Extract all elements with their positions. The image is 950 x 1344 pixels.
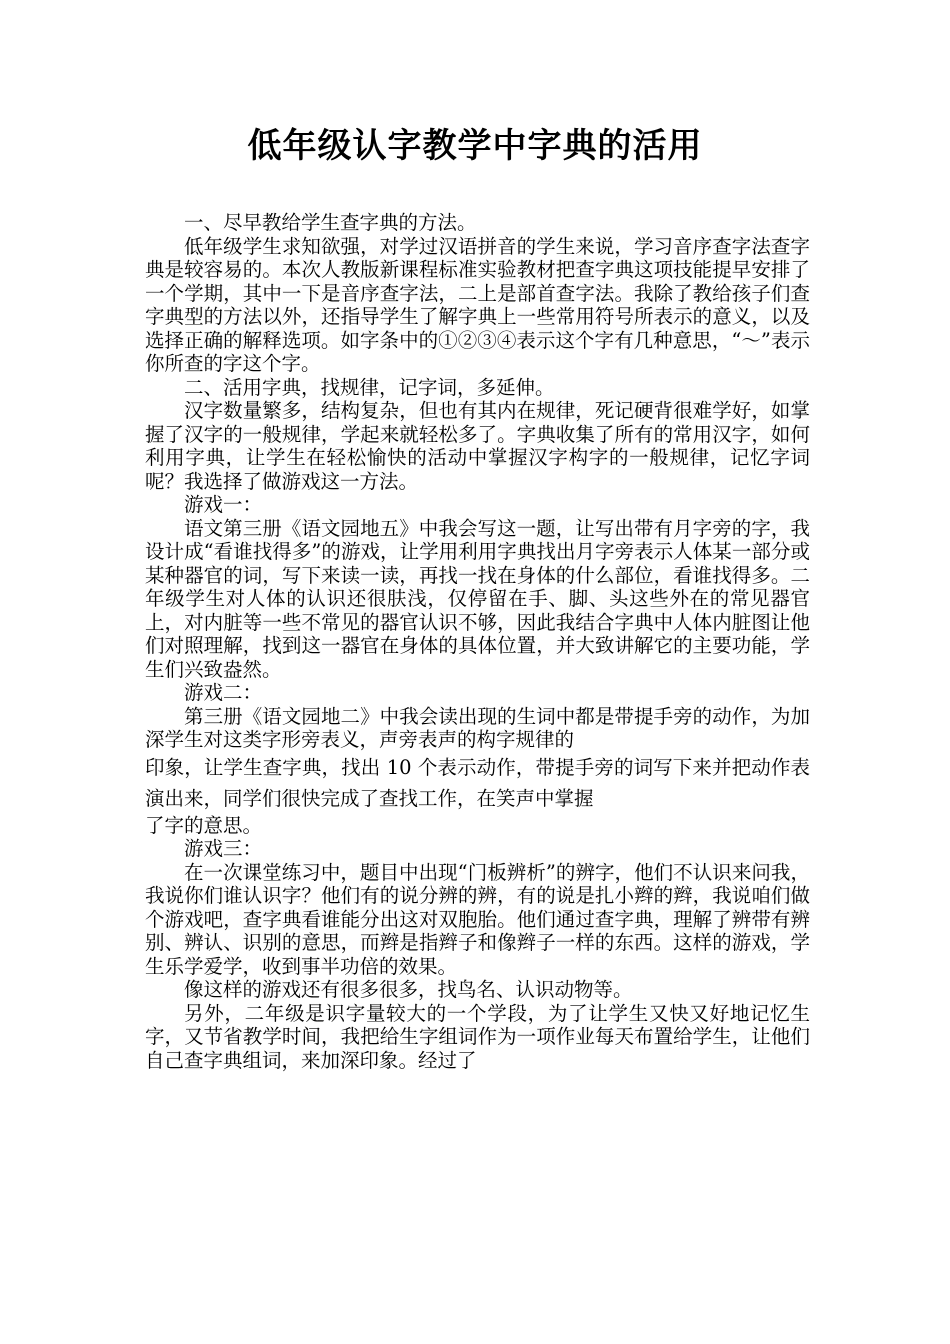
document-body xyxy=(145,211,810,1072)
game-heading-3: 游戏三： xyxy=(184,837,263,860)
document-title: 低年级认字教学中字典的活用 xyxy=(247,126,703,166)
paragraph: 在一次课堂练习中，题目中出现“门板辨析”的辨字，他们不认识来问我，我说你们谁认识字？他们有的说分辨的辨，有的说是扎小辫的辫，我说咱们做个游戏吧，查字典看谁能分出这对双胞胎。他们通过查字典，理解了辨带有辨别、辨认、识别的意思，而辫是指辫子和像辫子一样的东西。这样的游戏，学生乐学爱学，收到事半功倍的效果。 xyxy=(145,860,810,978)
paragraph: 语文第三册《语文园地五》中我会写这一题，让写出带有月字旁的字，我设计成“看谁找得多”的游戏，让学用利用字典找出月字旁表示人体某一部分或某种器官的词，写下来读一读，再找一找在身体的什么部位，看谁找得多。二年级学生对人体的认识还很肤浅，仅停留在手、脚、头这些外在的常见器官上，对内脏等一些不常见的器官认识不够，因此我结合字典中人体内脏图让他们对照理解，找到这一器官在身体的具体位置，并大致讲解它的主要功能，学生们兴致盎然。 xyxy=(145,516,810,681)
game-heading-1: 游戏一： xyxy=(184,493,263,516)
paragraph-continued: 了字的意思。 xyxy=(145,813,263,837)
paragraph: 另外，二年级是识字量较大的一个学段，为了让学生又快又好地记忆生字，又节省教学时间，我把给生字组词作为一项作业每天布置给学生，让他们自己查字典组词，来加深印象。经过了 xyxy=(145,1001,810,1072)
paragraph: 低年级学生求知欲强，对学过汉语拼音的学生来说，学习音序查字法查字典是较容易的。本次人教版新课程标准实验教材把查字典这项技能提早安排了一个学期，其中一下是音序查字法，二上是部首查字法。我除了教给孩子们查字典型的方法以外，还指导学生了解字典上一些常用符号所表示的意义，以及选择正确的解释选项。如字条中的①②③④表示这个字有几种意思，“～”表示你所查的字这个字。 xyxy=(145,234,810,375)
paragraph: 像这样的游戏还有很多很多，找鸟名、认识动物等。 xyxy=(184,978,633,1001)
section-heading-2: 二、活用字典，找规律，记字词，多延伸。 xyxy=(184,375,555,399)
game-heading-2: 游戏二： xyxy=(184,681,263,704)
paragraph: 第三册《语文园地二》中我会读出现的生词中都是带提手旁的动作，为加深学生对这类字形旁表义，声旁表声的构字规律的 xyxy=(145,704,810,751)
section-heading-1: 一、尽早教给学生查字典的方法。 xyxy=(184,211,477,234)
paragraph: 汉字数量繁多，结构复杂，但也有其内在规律，死记硬背很难学好，如掌握了汉字的一般规律，学起来就轻松多了。字典收集了所有的常用汉字，如何利用字典，让学生在轻松愉快的活动中掌握汉字构字的一般规律，记忆字词呢？我选择了做游戏这一方法。 xyxy=(145,399,810,493)
paragraph-continued: 印象，让学生查字典，找出 10 个表示动作，带提手旁的词写下来并把动作表演出来，同学们很快完成了查找工作，在笑声中掌握 xyxy=(145,755,810,810)
